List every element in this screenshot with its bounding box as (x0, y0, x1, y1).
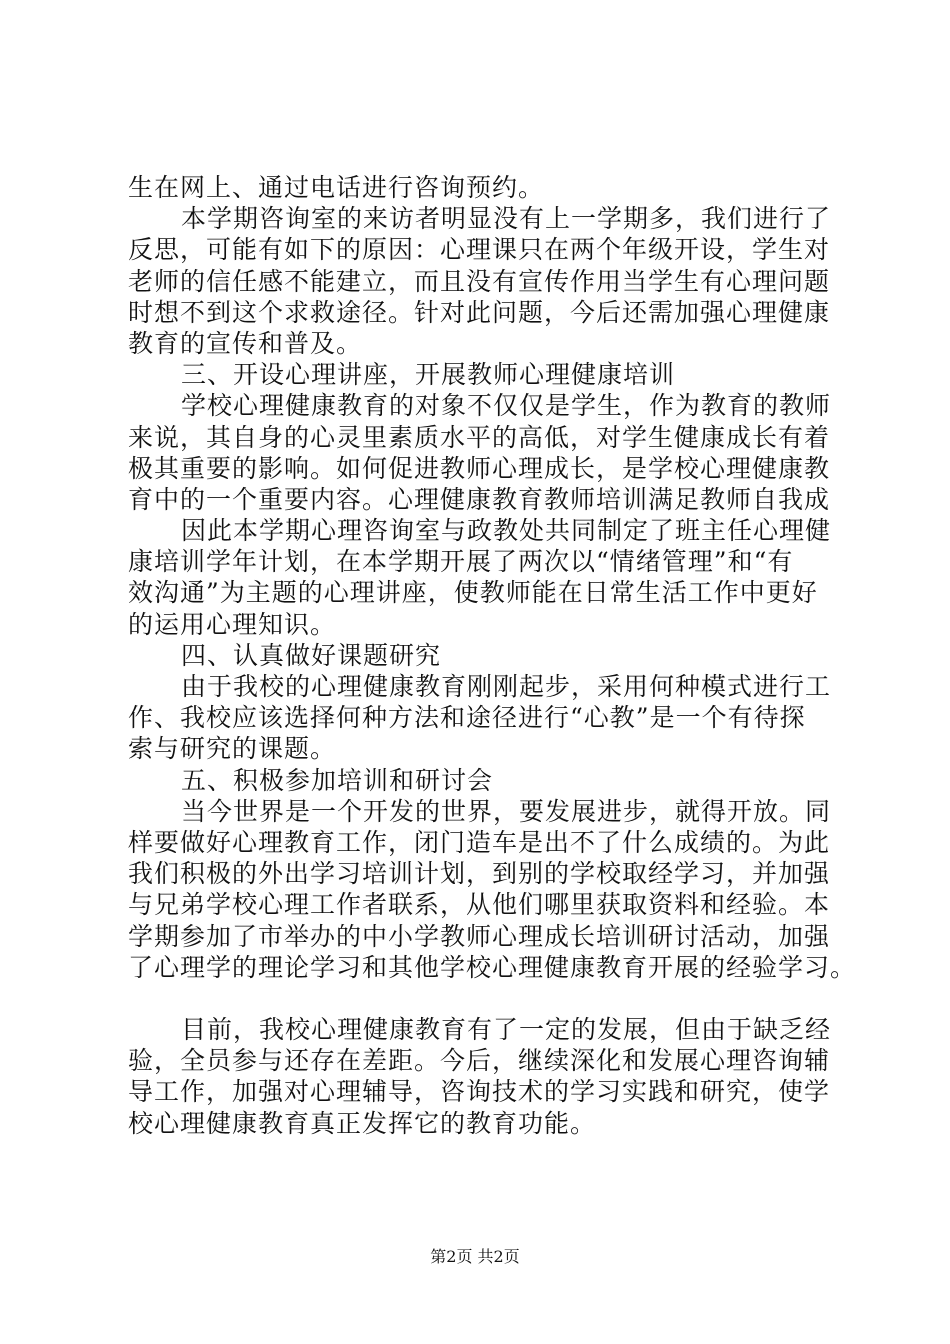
text-line: 反思，可能有如下的原因：心理课只在两个年级开设，学生对 (128, 235, 831, 265)
text-line: 本学期咨询室的来访者明显没有上一学期多，我们进行了 (181, 204, 832, 234)
text-line: 学校心理健康教育的对象不仅仅是学生，作为教育的教师 (181, 391, 832, 421)
text-line: 目前，我校心理健康教育有了一定的发展，但由于缺乏经 (181, 1015, 832, 1045)
text-line: 我们积极的外出学习培训计划，到别的学校取经学习，并加强 (128, 859, 831, 889)
text-line: 由于我校的心理健康教育刚刚起步，采用何种模式进行工 (181, 672, 832, 701)
text-line: 时想不到这个求救途径。针对此问题，今后还需加强心理健康 (128, 297, 831, 327)
text-line: 与兄弟学校心理工作者联系，从他们哪里获取资料和经验。本 (128, 890, 831, 920)
text-line: 的运用心理知识。 (128, 609, 337, 639)
page-footer: 第2页 共2页 (430, 1247, 520, 1266)
text-line: 校心理健康教育真正发挥它的教育功能。 (128, 1108, 597, 1138)
text-line: 样要做好心理教育工作，闭门造车是出不了什么成绩的。为此 (128, 827, 831, 857)
text-line: 来说，其自身的心灵里素质水平的高低，对学生健康成长有着 (128, 422, 831, 452)
text-line: 导工作，加强对心理辅导，咨询技术的学习实践和研究，使学 (128, 1077, 831, 1107)
text-line: 效沟通”为主题的心理讲座，使教师能在日常生活工作中更好 (128, 578, 818, 608)
text-line: 极其重要的影响。如何促进教师心理成长，是学校心理健康教 (128, 453, 831, 483)
paragraph-gap (128, 983, 848, 1014)
section-heading: 五、积极参加培训和研讨会 (181, 765, 494, 795)
text-line: 验，全员参与还存在差距。今后，继续深化和发展心理咨询辅 (128, 1046, 831, 1076)
text-line: 作、我校应该选择何种方法和途径进行“心教”是一个有待探 (128, 703, 806, 733)
text-line: 因此本学期心理咨询室与政教处共同制定了班主任心理健 (181, 516, 832, 546)
text-line: 了心理学的理论学习和其他学校心理健康教育开展的经验学习。 (128, 952, 857, 982)
text-line: 索与研究的课题。 (128, 734, 337, 764)
text-line: 康培训学年计划，在本学期开展了两次以“情绪管理”和“有 (128, 547, 794, 577)
text-line: 老师的信任感不能建立，而且没有宣传作用当学生有心理问题 (128, 266, 831, 296)
text-line: 教育的宣传和普及。 (128, 328, 363, 358)
section-heading: 三、开设心理讲座，开展教师心理健康培训 (181, 360, 676, 390)
text-line: 生在网上、通过电话进行咨询预约。 (128, 173, 545, 202)
section-heading: 四、认真做好课题研究 (181, 640, 442, 670)
text-line: 当今世界是一个开发的世界，要发展进步，就得开放。同 (181, 796, 832, 826)
text-line: 育中的一个重要内容。心理健康教育教师培训满足教师自我成 (128, 484, 831, 514)
text-line: 学期参加了市举办的中小学教师心理成长培训研讨活动，加强 (128, 921, 831, 951)
document-body (128, 172, 857, 1139)
